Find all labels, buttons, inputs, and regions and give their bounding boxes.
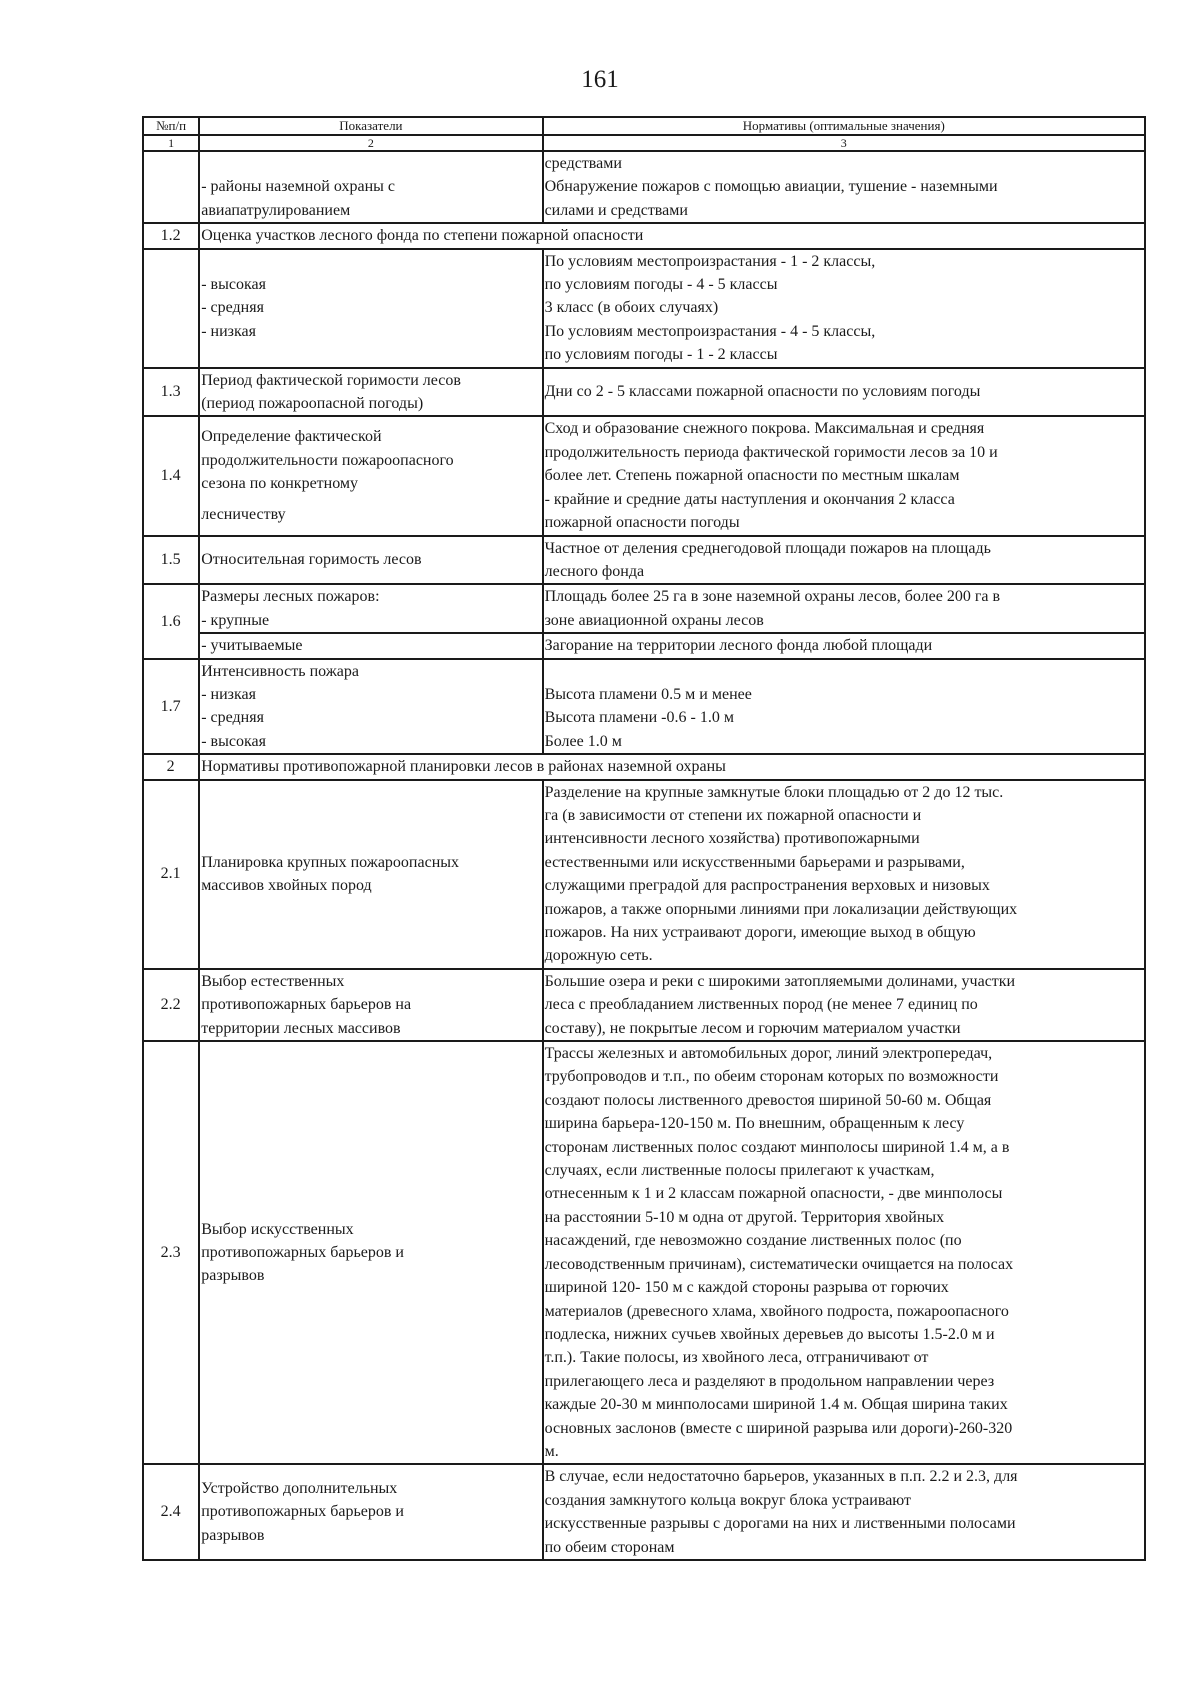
row-norm <box>543 368 1145 417</box>
text-line: Площадь более 25 га в зоне наземной охраны лесов, более 200 га в <box>544 588 1001 606</box>
text-line: - средняя <box>201 709 264 727</box>
table-row <box>143 249 1145 368</box>
row-indicator <box>199 368 542 417</box>
row-norm <box>543 633 1145 658</box>
table-row <box>143 416 1145 535</box>
text-line: 3 класс (в обоих случаях) <box>544 299 719 317</box>
text-line: по условиям погоды - 1 - 2 классы <box>544 346 778 364</box>
text-line: противопожарных барьеров на <box>201 996 412 1014</box>
row-number: 1.5 <box>143 536 199 585</box>
text-line: Размеры лесных пожаров: <box>201 588 380 606</box>
text-line: Высота пламени 0.5 м и менее <box>544 685 752 703</box>
row-number: 1.4 <box>143 416 199 535</box>
text-line: Разделение на крупные замкнутые блоки площадью от 2 до 12 тыс. <box>544 783 1004 801</box>
text-line: Планировка крупных пожароопасных <box>201 853 460 871</box>
row-number: 1.3 <box>143 368 199 417</box>
text-line: Выбор естественных <box>201 972 345 990</box>
text-line: - высокая <box>201 732 266 750</box>
text-line: территории лесных массивов <box>201 1019 401 1037</box>
text-line: трубопроводов и т.п., по обеим сторонам которых по возможности <box>544 1068 999 1086</box>
row-number <box>143 151 199 223</box>
row-indicator <box>199 633 542 658</box>
text-line: Трассы железных и автомобильных дорог, линий электропередач, <box>544 1045 993 1063</box>
text-line: более лет. Степень пожарной опасности по местным шкалам <box>544 467 960 485</box>
section-title: Нормативы противопожарной планировки лесов в районах наземной охраны <box>199 754 1145 779</box>
text-line: лесоводственным причинам), систематически очищается на полосах <box>544 1255 1014 1273</box>
text-line: Более 1.0 м <box>544 732 622 750</box>
row-indicator <box>199 416 542 535</box>
column-number: 1 <box>143 135 199 151</box>
text-line: массивов хвойных пород <box>201 877 372 895</box>
text-line: служащими преградой для распространения верховых и низовых <box>544 877 990 895</box>
row-norm <box>543 416 1145 535</box>
text-line: отнесенным к 1 и 2 классам пожарной опасности, - две минполосы <box>544 1185 1003 1203</box>
text-line: подлеска, нижних сучьев хвойных деревьев до высоты 1.5-2.0 м и <box>544 1325 995 1343</box>
row-norm <box>543 151 1145 223</box>
text-line: продолжительность периода фактической горимости лесов за 10 и <box>544 443 998 461</box>
text-line: пожарной опасности погоды <box>544 514 740 532</box>
row-norm <box>543 536 1145 585</box>
table-row <box>143 633 1145 658</box>
text-line: на расстоянии 5-10 м одна от другой. Территория хвойных <box>544 1208 945 1226</box>
header-number: №п/п <box>143 117 199 135</box>
row-indicator <box>199 536 542 585</box>
row-norm <box>543 659 1145 755</box>
text-line <box>545 660 1142 683</box>
text-line: т.п.). Такие полосы, из хвойного леса, отграничивают от <box>544 1349 929 1367</box>
row-norm <box>543 780 1145 969</box>
text-line: дорожную сеть. <box>544 947 653 965</box>
text-line: материалов (древесного хлама, хвойного подроста, пожароопасного <box>544 1302 1009 1320</box>
text-line: разрывов <box>201 1526 265 1544</box>
text-line: насаждений, где невозможно создание лиственных полос (по <box>544 1232 962 1250</box>
text-line: Интенсивность пожара <box>201 662 359 680</box>
row-indicator <box>199 969 542 1041</box>
row-number: 1.7 <box>143 659 199 755</box>
text-line: составу), не покрытые лесом и горючим материалом участки <box>544 1019 961 1037</box>
text-line: продолжительности пожароопасного <box>201 451 454 469</box>
text-line: авиапатрулированием <box>201 201 351 219</box>
text-line: сезона по конкретному <box>201 474 359 492</box>
text-line: - высокая <box>201 276 266 294</box>
text-line: - районы наземной охраны с <box>201 178 395 196</box>
text-line: - крупные <box>201 611 270 629</box>
row-indicator <box>199 659 542 755</box>
text-line: Дни со 2 - 5 классами пожарной опасности по условиям погоды <box>544 383 981 401</box>
row-norm <box>543 249 1145 368</box>
text-line: лесного фонда <box>544 562 645 580</box>
text-line: Частное от деления среднегодовой площади пожаров на площадь <box>544 539 991 557</box>
text-line: по условиям погоды - 4 - 5 классы <box>544 276 778 294</box>
text-line: Определение фактической <box>201 428 382 446</box>
text-line: - низкая <box>201 322 256 340</box>
text-line: м. <box>544 1442 559 1460</box>
text-line: Выбор искусственных <box>201 1220 354 1238</box>
text-line: По условиям местопроизрастания - 1 - 2 классы, <box>544 252 876 270</box>
table-row <box>143 969 1145 1041</box>
text-line: - средняя <box>201 299 264 317</box>
text-line: леса с преобладанием лиственных пород (не менее 7 единиц по <box>544 996 978 1014</box>
text-line: по обеим сторонам <box>544 1538 675 1556</box>
table-row <box>143 536 1145 585</box>
text-line: средствами <box>544 155 622 172</box>
norms-table <box>142 116 1146 1561</box>
text-line: Загорание на территории лесного фонда любой площади <box>544 637 933 655</box>
row-indicator <box>199 584 542 633</box>
text-line: ширина барьера-120-150 м. По внешним, обращенным к лесу <box>544 1115 965 1133</box>
text-line: Большие озера и реки с широкими затопляемыми долинами, участки <box>544 972 1016 990</box>
row-number <box>143 249 199 368</box>
column-number: 3 <box>543 135 1145 151</box>
text-line: пожаров, а также опорными линиями при локализации действующих <box>544 900 1018 918</box>
row-norm <box>543 1041 1145 1464</box>
text-line: (период пожароопасной погоды) <box>201 395 424 413</box>
table-row <box>143 368 1145 417</box>
row-norm <box>543 1464 1145 1560</box>
text-line: Устройство дополнительных <box>201 1480 398 1498</box>
text-line: лесничеству <box>201 506 286 524</box>
text-line: разрывов <box>201 1267 265 1285</box>
text-line: - учитываемые <box>201 637 303 655</box>
row-number: 2 <box>143 754 199 779</box>
text-line: искусственные разрывы с дорогами на них и лиственными полосами <box>544 1515 1016 1533</box>
header-norms: Нормативы (оптимальные значения) <box>543 117 1145 135</box>
text-line: - низкая <box>201 685 256 703</box>
header-indicators: Показатели <box>199 117 542 135</box>
row-number: 1.2 <box>143 223 199 248</box>
text-line: Высота пламени -0.6 - 1.0 м <box>544 709 734 727</box>
row-norm <box>543 969 1145 1041</box>
page-number: 161 <box>581 66 619 93</box>
text-line: Сход и образование снежного покрова. Максимальная и средняя <box>544 420 985 438</box>
text-line: создают полосы лиственного древостоя шириной 50-60 м. Общая <box>544 1091 992 1109</box>
table-row <box>143 659 1145 755</box>
row-number: 1.6 <box>143 584 199 658</box>
table-row <box>143 151 1145 223</box>
text-line: прилегающего леса и разделяют в продольном направлении через <box>544 1372 995 1390</box>
text-line: естественными или искусственными барьерами и разрывами, <box>544 853 965 871</box>
row-norm <box>543 584 1145 633</box>
row-number: 2.4 <box>143 1464 199 1560</box>
table-row <box>143 584 1145 633</box>
text-line: силами и средствами <box>544 201 688 219</box>
text-line: случаях, если лиственные полосы прилегают к участкам, <box>544 1162 935 1180</box>
text-line: По условиям местопроизрастания - 4 - 5 классы, <box>544 322 876 340</box>
text-line: создания замкнутого кольца вокруг блока устраивают <box>544 1491 912 1509</box>
text-line: - крайние и средние даты наступления и окончания 2 класса <box>544 490 955 508</box>
table-row <box>143 780 1145 969</box>
text-line: шириной 120- 150 м с каждой стороны разрыва от горючих <box>544 1279 949 1297</box>
text-line: га (в зависимости от степени их пожарной опасности и <box>544 806 922 824</box>
row-indicator <box>199 1041 542 1464</box>
text-line: зоне авиационной охраны лесов <box>544 611 764 629</box>
row-indicator <box>199 780 542 969</box>
row-number: 2.2 <box>143 969 199 1041</box>
text-line: каждые 20-30 м минполосами шириной 1.4 м. Общая ширина таких <box>544 1396 1008 1414</box>
text-line: Обнаружение пожаров с помощью авиации, тушение - наземными <box>544 178 998 196</box>
row-number: 2.3 <box>143 1041 199 1464</box>
column-number: 2 <box>199 135 542 151</box>
text-line: противопожарных барьеров и <box>201 1503 404 1521</box>
row-indicator <box>199 249 542 368</box>
text-line: Относительная горимость лесов <box>201 551 422 569</box>
table-row <box>143 1041 1145 1464</box>
section-title: Оценка участков лесного фонда по степени пожарной опасности <box>199 223 1145 248</box>
text-line: В случае, если недостаточно барьеров, указанных в п.п. 2.2 и 2.3, для <box>544 1468 1018 1486</box>
text-line: сторонам лиственных полос создают минполосы шириной 1.4 м, а в <box>544 1138 1010 1156</box>
table-header-row <box>143 117 1145 135</box>
text-line: основных заслонов (вместе с шириной разрыва или дороги)-260-320 <box>544 1419 1013 1437</box>
row-number: 2.1 <box>143 780 199 969</box>
row-indicator <box>199 151 542 223</box>
row-indicator <box>199 1464 542 1560</box>
table-row <box>143 1464 1145 1560</box>
column-number-row <box>143 135 1145 151</box>
text-line: интенсивности лесного хозяйства) противопожарными <box>544 830 920 848</box>
table-row <box>143 223 1145 248</box>
text-line: Период фактической горимости лесов <box>201 371 461 389</box>
text-line: пожаров. На них устраивают дороги, имеющие выход в общую <box>544 924 976 941</box>
text-line: противопожарных барьеров и <box>201 1243 404 1261</box>
table-row <box>143 754 1145 779</box>
